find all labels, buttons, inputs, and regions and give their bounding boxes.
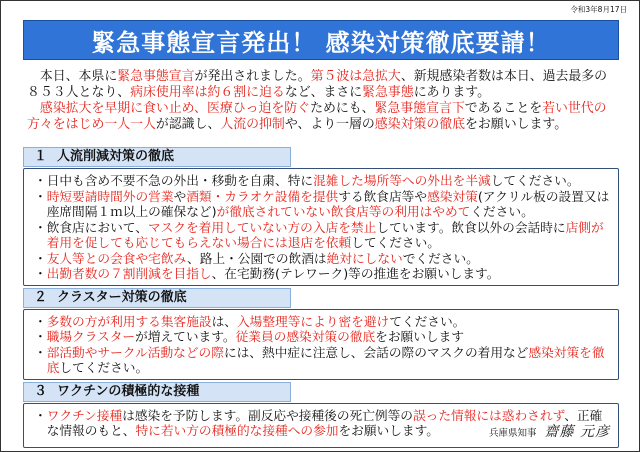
section-title: ワクチンの積極的な接種	[57, 383, 200, 399]
bullet-item	[34, 314, 612, 330]
section-number: ３	[34, 383, 48, 399]
emphasis-text: 緊急事態宣言	[117, 69, 195, 84]
body-text: であることを	[464, 101, 543, 116]
body-text: をお願いします	[375, 329, 464, 344]
bullet-item	[34, 220, 612, 251]
body-text: 、正確な情報のもと、	[46, 407, 603, 438]
body-text: ください。	[470, 204, 534, 219]
section-title: 人流削減対策の徹底	[57, 149, 175, 164]
body-text: が増えています。	[135, 329, 236, 344]
body-text: する飲食店等や	[338, 188, 428, 204]
signature	[489, 423, 610, 443]
body-text: 日中も含め不要不急の外出・移動を自粛、特に	[46, 173, 314, 188]
section-heading-3	[23, 382, 291, 402]
section-box-1	[23, 168, 619, 286]
emphasis-text: 感染拡大を早期に食い止め、医療ひっ迫を防ぐ	[39, 101, 311, 116]
body-text: してください。	[490, 173, 580, 188]
bullet-item	[34, 329, 612, 345]
emphasis-text: 出勤者数の７割削減を目指し	[46, 266, 212, 281]
emphasis-text: が徹底されていない飲食店等の利用はやめて	[216, 204, 471, 219]
body-text: 飲食店において、	[46, 219, 148, 235]
emphasis-text: 従業員の感染対策の徹底	[235, 329, 376, 344]
body-text: てください。	[389, 313, 466, 329]
body-text: 本日、本県に	[39, 69, 118, 84]
body-text: をお願いします。	[465, 117, 568, 132]
emphasis-text: 第５波は急拡大	[310, 69, 401, 84]
emphasis-text: 感染対策	[427, 188, 478, 204]
section-box-2	[23, 309, 619, 380]
body-text: してください。	[351, 235, 440, 250]
bullet-item	[34, 266, 612, 282]
body-text: してください。	[59, 360, 149, 375]
emphasis-text: 友人等との会食や宅飲み	[46, 250, 188, 266]
bullet-item	[34, 251, 612, 267]
emphasis-text: 入場整理等により密を避け	[237, 313, 390, 329]
section-title: クラスター対策の徹底	[57, 289, 187, 305]
body-text: (アクリル板の設置又は座席間隔１ｍ以上の確保など)	[46, 188, 610, 219]
issue-date: 令和3年8月17日	[570, 5, 627, 14]
emphasis-text: 混雑した場所等への外出を半減	[313, 173, 491, 188]
emphasis-text: 酒類・カラオケ設備を提供	[186, 188, 339, 204]
body-text: など、まさに	[284, 85, 363, 100]
body-text: や	[173, 188, 187, 204]
emphasis-text: 職場クラスター	[46, 329, 136, 344]
body-text: ためにも、	[310, 101, 375, 116]
body-text: 、新規感染者数は本日、過去最多の８５３人となり、	[27, 69, 608, 100]
body-text: は、	[211, 313, 237, 329]
section-list	[34, 314, 612, 376]
body-text: が発出されました。	[194, 69, 311, 84]
intro-paragraph	[27, 69, 617, 101]
emphasis-text: 多数の方が利用する集客施設	[46, 313, 212, 329]
emphasis-text: 店側が着用を促しても応じてもらえない場合には退店を依頼	[46, 219, 604, 250]
body-text: 、路上・公園での飲酒は	[187, 250, 327, 266]
title-banner	[23, 20, 619, 60]
emphasis-text: マスクを着用していない方の入店を禁止	[147, 219, 377, 235]
intro-text	[27, 69, 617, 133]
emphasis-text: 感染対策の徹底	[374, 117, 466, 132]
emphasis-text: 緊急事態宣言下	[374, 101, 465, 116]
section-list	[34, 173, 612, 282]
emphasis-text: 人流の抑制	[220, 117, 285, 132]
body-text: にあります。	[413, 85, 491, 100]
section-heading-2	[23, 288, 291, 308]
emphasis-text: 絶対にしない	[326, 250, 403, 266]
emphasis-text: 病床使用率は約６割に迫る	[130, 85, 285, 100]
section-heading-1	[23, 147, 291, 167]
body-text: が認識し、	[155, 117, 221, 132]
bullet-item	[34, 173, 612, 189]
signature-name: 齋藤 元彦	[544, 423, 610, 440]
body-text: には、熱中症に注意し、会話の際のマスクの着用など	[223, 344, 529, 360]
bullet-item	[34, 189, 612, 220]
emphasis-text: 誤った情報には惑わされず	[412, 407, 565, 423]
page-title: 緊急事態宣言発出！ 感染対策徹底要請！	[91, 28, 551, 57]
emphasis-text: 特に若い方の積極的な接種への参加	[135, 423, 339, 438]
emphasis-text: 時短要請時間外の営業	[46, 188, 174, 204]
intro-paragraph	[27, 101, 617, 133]
body-text: は感染を予防します。副反応や接種後の死亡例等の	[122, 407, 413, 423]
body-text: しています。飲食以外の会話時に	[376, 219, 566, 235]
bullet-item	[34, 345, 612, 376]
emphasis-text: 若い世代の方々をはじめ一人一人	[27, 101, 607, 132]
body-text: 、在宅勤務(テレワーク)等の推進をお願いします。	[211, 266, 500, 281]
emphasis-text: 緊急事態	[362, 85, 414, 100]
section-number: ２	[34, 289, 48, 305]
sections	[23, 147, 619, 450]
emphasis-text: 感染対策を徹底	[46, 344, 605, 375]
body-text: でください。	[402, 250, 479, 266]
emphasis-text: ワクチン接種	[46, 407, 123, 423]
section-box-3	[23, 403, 619, 448]
body-text: や、より一層の	[284, 117, 375, 132]
section-number: １	[34, 149, 48, 164]
signature-role: 兵庫県知事	[489, 427, 537, 439]
body-text: をお願いします。	[338, 423, 439, 438]
emphasis-text: 部活動やサークル活動などの際	[46, 344, 224, 360]
